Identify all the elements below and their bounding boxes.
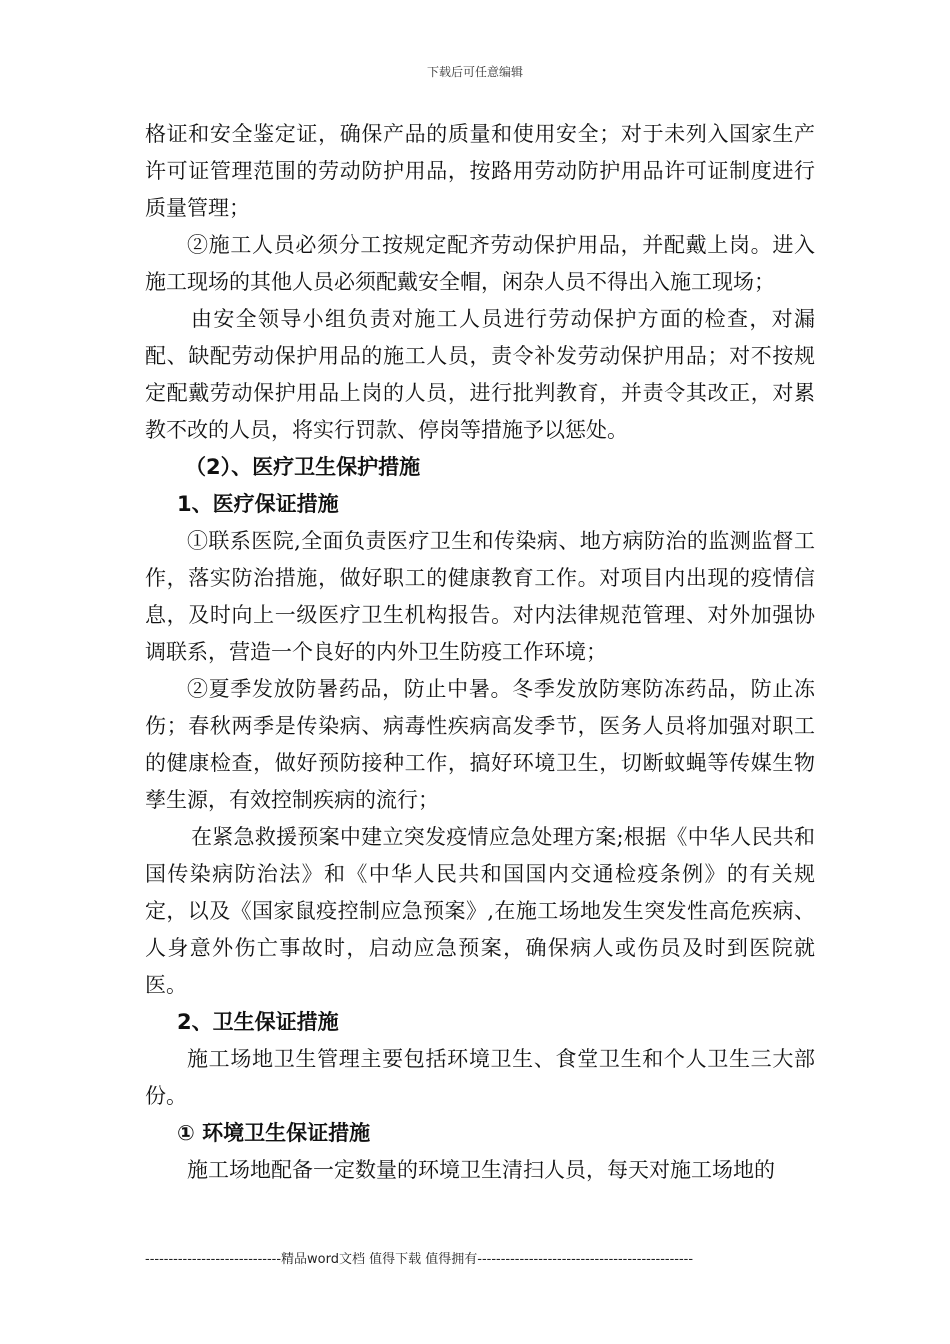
subsection-heading-medical-guarantee: 1、医疗保证措施 xyxy=(177,492,339,516)
paragraph-worker-protection: ②施工人员必须分工按规定配齐劳动保护用品，并配戴上岗。进入施工现场的其他人员必须配戴安全帽，闲杂人员不得出入施工现场； xyxy=(145,233,815,294)
paragraph-inspection: 由安全领导小组负责对施工人员进行劳动保护方面的检查，对漏配、缺配劳动保护用品的施工人员，责令补发劳动保护用品；对不按规定配戴劳动保护用品上岗的人员，进行批判教育，并责令其改正，对累教不改的人员，将实行罚款、停岗等措施予以惩处。 xyxy=(145,307,815,442)
page-header: 下载后可任意编辑 xyxy=(426,65,523,79)
subsection-heading-hygiene-guarantee: 2、卫生保证措施 xyxy=(177,1010,339,1034)
document-body xyxy=(145,116,815,1189)
paragraph-seasonal-medicine: ②夏季发放防暑药品，防止中暑。冬季发放防寒防冻药品，防止冻伤；春秋两季是传染病、病毒性疾病高发季节，医务人员将加强对职工的健康检查，做好预防接种工作，搞好环境卫生，切断蚊蝇等传媒生物孳生源，有效控制疾病的流行； xyxy=(145,677,815,812)
paragraph-certification: 格证和安全鉴定证，确保产品的质量和使用安全；对于未列入国家生产许可证管理范围的劳动防护用品，按路用劳动防护用品许可证制度进行质量管理； xyxy=(145,122,815,220)
paragraph-hospital-contact: ①联系医院,全面负责医疗卫生和传染病、地方病防治的监测监督工作，落实防治措施，做好职工的健康教育工作。对项目内出现的疫情信息，及时向上一级医疗卫生机构报告。对内法律规范管理、对外加强协调联系，营造一个良好的内外卫生防疫工作环境； xyxy=(145,529,815,664)
paragraph-cleaning-staff: 施工场地配备一定数量的环境卫生清扫人员，每天对施工场地的 xyxy=(187,1158,775,1182)
paragraph-emergency-plan: 在紧急救援预案中建立突发疫情应急处理方案;根据《中华人民共和国传染病防治法》和《中华人民共和国国内交通检疫条例》的有关规定，以及《国家鼠疫控制应急预案》,在施工场地发生突发性高危疾病、人身意外伤亡事故时，启动应急预案，确保病人或伤员及时到医院就医。 xyxy=(145,825,815,997)
page-footer: -----------------------------精品word文档 值得下载 值得拥有---------------------------------------------- xyxy=(145,1252,694,1267)
section-heading-medical-protection: （2）、医疗卫生保护措施 xyxy=(185,455,421,479)
paragraph-hygiene-scope: 施工场地卫生管理主要包括环境卫生、食堂卫生和个人卫生三大部份。 xyxy=(145,1047,815,1108)
subsection-heading-environment-hygiene: ① 环境卫生保证措施 xyxy=(177,1121,371,1145)
